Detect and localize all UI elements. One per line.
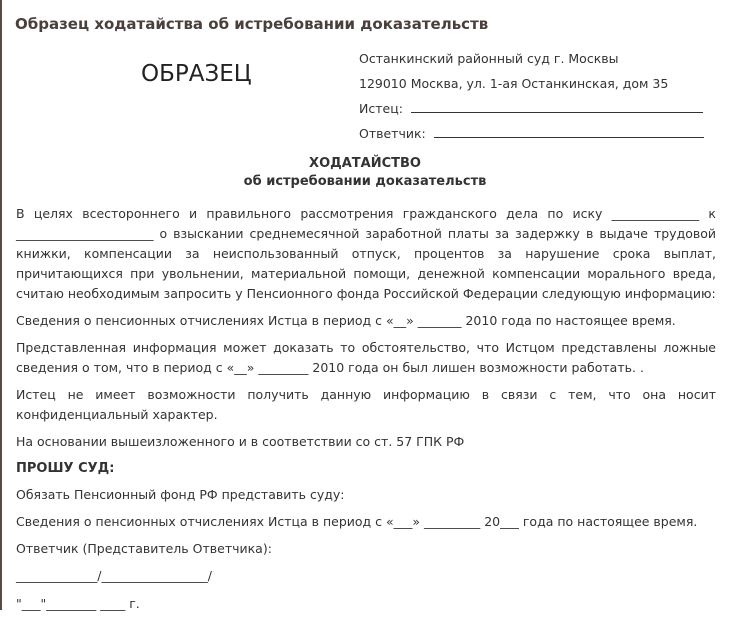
defendant-blank-line [434, 125, 704, 138]
plaintiff-label: Истец: [359, 101, 403, 116]
signature-date: "___"________ ____ г. [16, 596, 140, 611]
document-body [16, 204, 716, 622]
paragraph-claim: В целях всестороннего и правильного рассмотрения гражданского дела по иску ______________ к ______________________ о взыскании среднемесячной заработной платы за задержку в выдаче трудовой книжки, компенсации за неиспользованный отпуск, процентов за нарушение срока выплат, причитающихся при увольнении, материальной помощи, денежной компенсации морального вреда, считаю необходимым запросить у Пенсионного фонда Российской Федерации следующую информацию: [16, 206, 716, 301]
document-title-line1: ХОДАТАЙСТВО [309, 156, 421, 171]
defendant-row [359, 121, 709, 146]
sample-stamp: ОБРАЗЕЦ [141, 61, 252, 87]
paragraph-evidence: Представленная информация может доказать то обстоятельство, что Истцом представлены ложные сведения о том, что в период с «__» ________ 2010 года он был лишен возможности работать. . [16, 340, 716, 375]
request-item-defendant: Ответчик (Представитель Ответчика): [16, 541, 272, 556]
paragraph-confidential: Истец не имеет возможности получить данную информацию в связи с тем, что она носит конфиденциальный характер. [16, 387, 716, 422]
request-item-pension-info: Сведения о пенсионных отчислениях Истца в период с «___» _________ 20___ года по настоящее время. [16, 514, 698, 529]
document-title [0, 155, 730, 191]
request-item-obligate: Обязать Пенсионный фонд РФ представить суду: [16, 487, 345, 502]
plaintiff-blank-line [411, 100, 703, 113]
addressee-block [359, 46, 709, 146]
paragraph-pension-info: Сведения о пенсионных отчислениях Истца в период с «__» _______ 2010 года по настоящее время. [16, 313, 676, 328]
page-heading: Образец ходатайства об истребовании доказательств [15, 15, 489, 33]
document-title-line2: об истребовании доказательств [243, 174, 487, 189]
court-name: Останкинский районный суд г. Москвы [359, 51, 619, 66]
request-heading: ПРОШУ СУД: [16, 461, 115, 476]
signature-line: _____________/_________________/ [16, 568, 212, 583]
plaintiff-row [359, 96, 709, 121]
paragraph-legal-basis: На основании вышеизложенного и в соответствии со ст. 57 ГПК РФ [16, 434, 465, 449]
court-address: 129010 Москва, ул. 1-ая Останкинская, дом 35 [359, 76, 669, 91]
defendant-label: Ответчик: [359, 126, 426, 141]
